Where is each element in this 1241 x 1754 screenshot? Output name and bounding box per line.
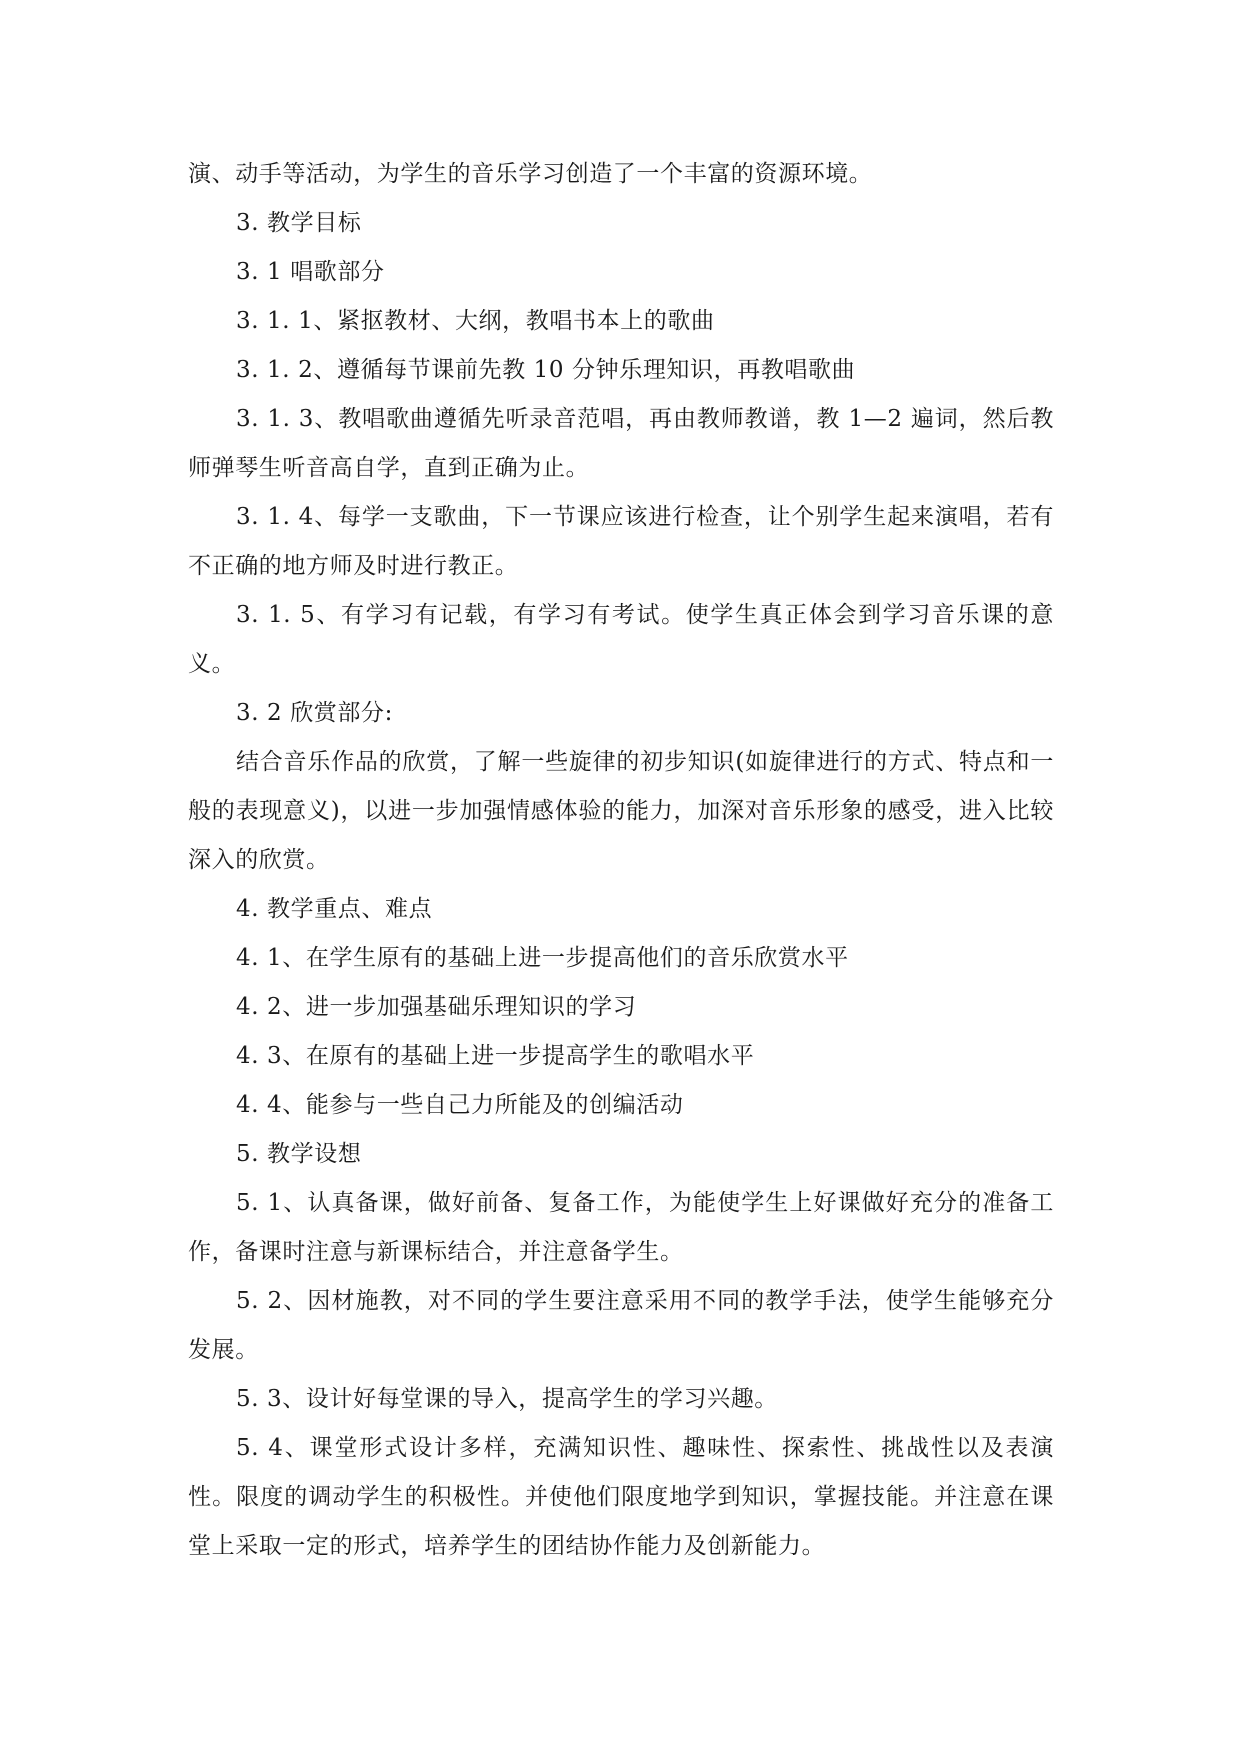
- paragraph-item-4-4: 4. 4、能参与一些自己力所能及的创编活动: [236, 1092, 684, 1118]
- paragraph-item-5-4: 5. 4、课堂形式设计多样，充满知识性、趣味性、探索性、挑战性以及表演性。限度的调动学生的积极性。并使他们限度地学到知识，掌握技能。并注意在课堂上采取一定的形式，培养学生的团结协作能力及创新能力。: [188, 1435, 1054, 1559]
- paragraph-item-3-1-4: 3. 1. 4、每学一支歌曲，下一节课应该进行检查，让个别学生起来演唱，若有不正确的地方师及时进行教正。: [188, 504, 1054, 579]
- paragraph-item-3-1-2: 3. 1. 2、遵循每节课前先教 10 分钟乐理知识，再教唱歌曲: [236, 357, 856, 383]
- paragraph-item-4-3: 4. 3、在原有的基础上进一步提高学生的歌唱水平: [236, 1043, 755, 1069]
- heading-key-points: 4. 教学重点、难点: [236, 896, 433, 922]
- paragraph-item-3-1-5: 3. 1. 5、有学习有记载，有学习有考试。使学生真正体会到学习音乐课的意义。: [188, 602, 1054, 677]
- paragraph-item-4-2: 4. 2、进一步加强基础乐理知识的学习: [236, 994, 637, 1020]
- paragraph-continuation: 演、动手等活动，为学生的音乐学习创造了一个丰富的资源环境。: [188, 161, 873, 187]
- heading-teaching-goals: 3. 教学目标: [236, 210, 362, 236]
- heading-appreciation-section: 3. 2 欣赏部分:: [236, 700, 393, 726]
- paragraph-item-3-1-3: 3. 1. 3、教唱歌曲遵循先听录音范唱，再由教师教谱，教 1—2 遍词，然后教师弹琴生听音高自学，直到正确为止。: [188, 406, 1054, 481]
- paragraph-item-5-3: 5. 3、设计好每堂课的导入，提高学生的学习兴趣。: [236, 1386, 778, 1412]
- paragraph-item-3-1-1: 3. 1. 1、紧抠教材、大纲，教唱书本上的歌曲: [236, 308, 715, 334]
- heading-singing-section: 3. 1 唱歌部分: [236, 259, 385, 285]
- paragraph-item-4-1: 4. 1、在学生原有的基础上进一步提高他们的音乐欣赏水平: [236, 945, 849, 971]
- paragraph-appreciation-body: 结合音乐作品的欣赏，了解一些旋律的初步知识(如旋律进行的方式、特点和一般的表现意义)，以进一步加强情感体验的能力，加深对音乐形象的感受，进入比较深入的欣赏。: [188, 749, 1054, 873]
- paragraph-item-5-2: 5. 2、因材施教，对不同的学生要注意采用不同的教学手法，使学生能够充分发展。: [188, 1288, 1054, 1363]
- heading-teaching-ideas: 5. 教学设想: [236, 1141, 362, 1167]
- paragraph-item-5-1: 5. 1、认真备课，做好前备、复备工作，为能使学生上好课做好充分的准备工作，备课时注意与新课标结合，并注意备学生。: [188, 1190, 1054, 1265]
- document-page: [188, 150, 1054, 1571]
